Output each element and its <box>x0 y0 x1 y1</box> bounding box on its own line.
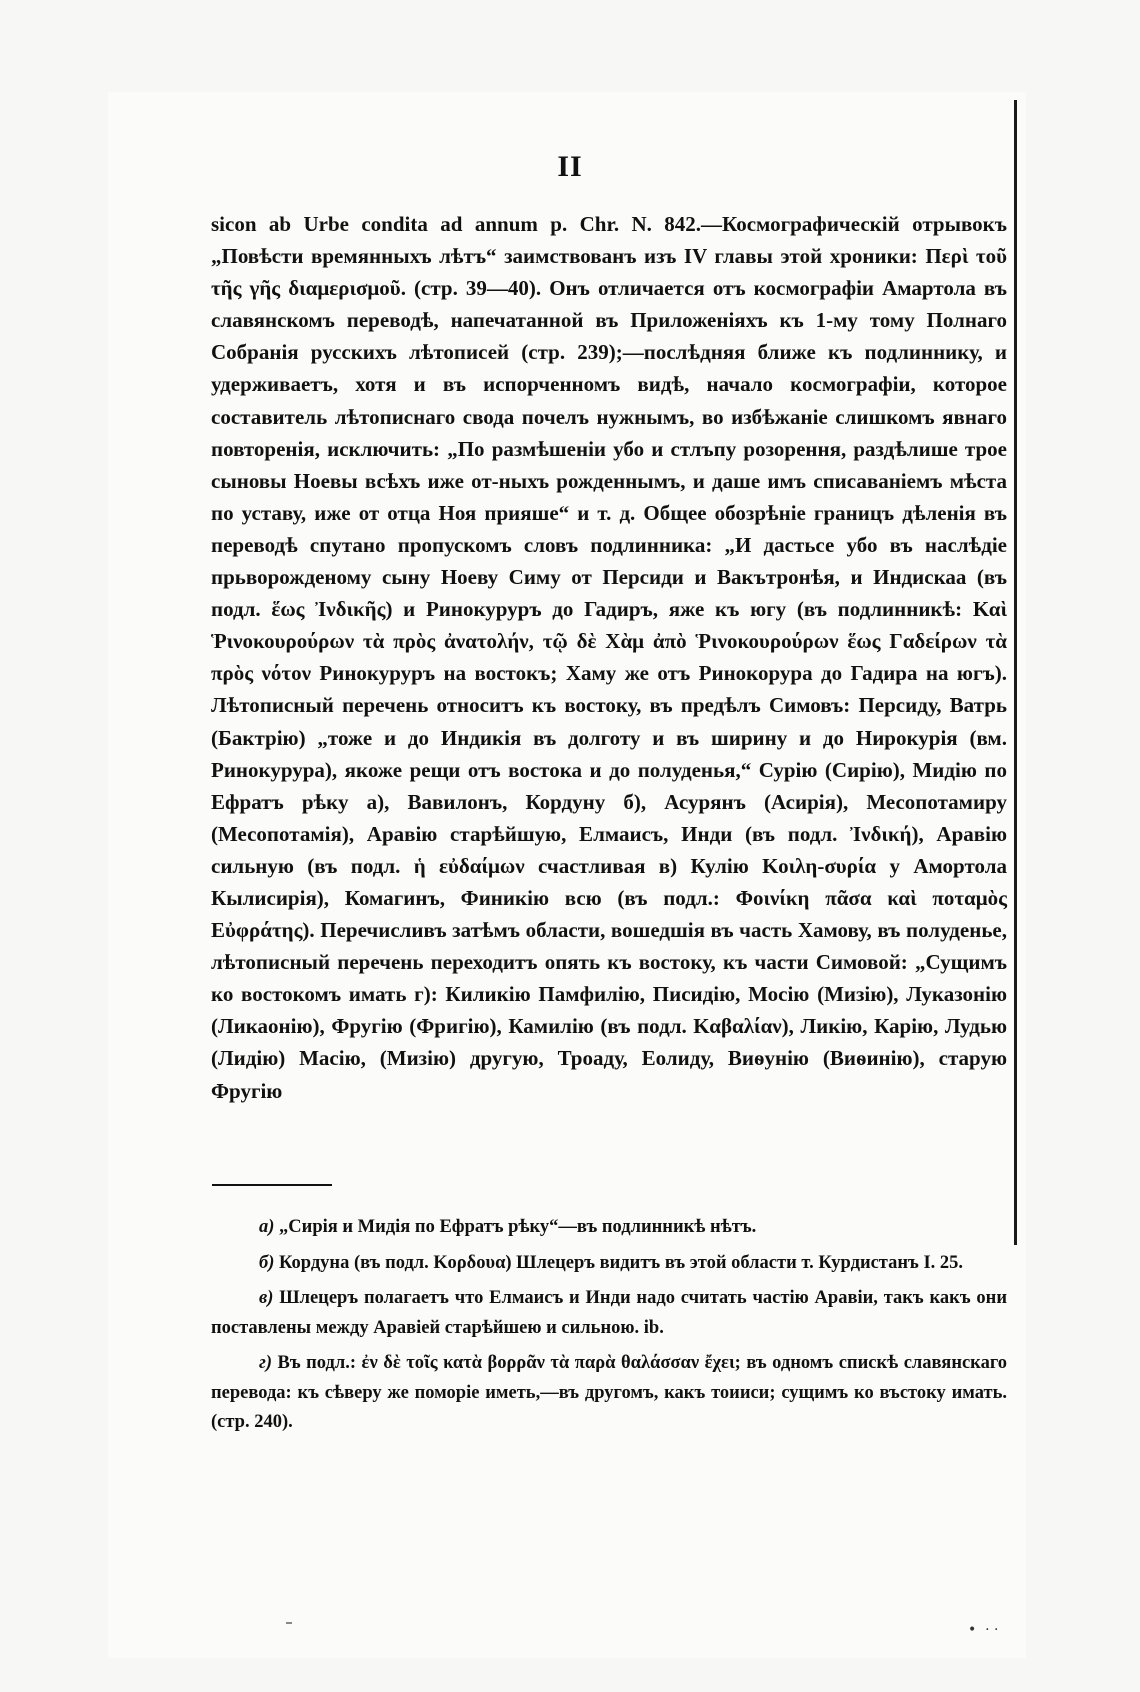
footnotes <box>211 1213 1007 1444</box>
footnote-a <box>211 1213 1007 1243</box>
footnote-text: Шлецеръ полагаетъ что Елмаисъ и Инди надо считать частію Аравіи, такъ какъ они поставлены между Аравіей старѣйшею и сильною. ib. <box>211 1288 1007 1338</box>
footnote-v <box>211 1284 1007 1343</box>
footnote-text: „Сирія и Мидія по Ефратъ рѣку“—въ подлинникѣ нѣтъ. <box>279 1217 757 1237</box>
body-paragraph: sicon ab Urbe condita ad annum p. Chr. N. 842.—Космографическій отрывокъ „Повѣсти времянныхъ лѣтъ“ заимствованъ изъ IV главы этой хроники: Περὶ τοῦ τῆς γῆς διαμερισμοῦ. (стр. 39—40). Онъ отличается отъ космографіи Амартола въ славянскомъ переводѣ, напечатанной въ Приложеніяхъ къ 1-му тому Полнаго Собранія русскихъ лѣтописей (стр. 239);—послѣдняя ближе къ подлиннику, и удерживаетъ, хотя и въ испорченномъ видѣ, начало космографіи, которое составитель лѣтописнаго свода почелъ нужнымъ, во избѣжаніе слишкомъ явнаго повторенія, исключить: „По размѣшеніи убо и стлъпу розорення, раздѣлише трое сыновы Ноевы всѣхъ иже от-ныхъ рожденнымъ, и даше имъ списаваніемъ мѣста по уставу, иже от отца Ноя прияше“ и т. д. Общее обозрѣніе границъ дѣленія въ переводѣ спутано пропускомъ словъ подлинника: „И дастьсе убо въ наслѣдіе прьворожденому сыну Ноеву Симу от Персиди и Вакътронѣя, и Индискаа (въ подл. ἕως Ἰνδικῆς) и Ринокуруръ до Гадиръ, яже къ югу (въ подлинникѣ: Καὶ Ῥινοκουρούρων τὰ πρὸς ἀνατολήν, τῷ δὲ Χὰμ ἀπὸ Ῥινοκουρούρων ἕως Γαδείρων τὰ πρὸς νότον Ринокуруръ на востокъ; Хаму же отъ Ринокорура до Гадира на югъ). Лѣтописный перечень относитъ къ востоку, въ предѣлъ Симовъ: Персиду, Ватрь (Бактрію) „тоже и до Индикія въ долготу и въ ширину и до Нирокурія (вм. Ринокурура), якоже рещи отъ востока и до полуденья,“ Сурію (Сирію), Мидію по Ефратъ рѣку а), Вавилонъ, Кордуну б), Асурянъ (Асирія), Месопотамиру (Месопотамія), Аравію старѣйшую, Елмаисъ, Инди (въ подл. Ἰνδική), Аравію сильную (въ подл. ἡ εὐδαίμων счастливая в) Кулію Κοιλη-συρία у Амортола Кылисирія), Комагинъ, Финикію всю (въ подл.: Φοινίκη πᾶσα καὶ ποταμὸς Εὐφράτης). Перечисливъ затѣмъ области, вошедшія въ часть Хамову, въ полуденье, лѣтописный перечень переходитъ опять къ востоку, къ части Симовой: „Сущимъ ко востокомъ имать г): Киликію Памфилію, Писидію, Мосію (Мизію), Луказонію (Ликаонію), Фругію (Фригію), Камилію (въ подл. Καβαλίαν), Ликію, Карію, Лудью (Лидію) Масію, (Мизію) другую, Троаду, Еолиду, Виѳунію (Виѳинію), старую Фругію <box>211 212 1007 1103</box>
footnote-g <box>211 1349 1007 1438</box>
footnote-text: Въ подл.: ἐν δὲ τοῖς κατὰ βορρᾶν τὰ παρὰ θαλάσσαν ἔχει; въ одномъ спискѣ славянскаго перевода: къ сѣверу же поморіе иметь,—въ другомъ, какъ тоииси; сущимъ ко въстоку имать. (стр. 240). <box>211 1353 1008 1432</box>
footnote-mark: а) <box>259 1217 275 1237</box>
scan-specks: • · · <box>968 1622 999 1638</box>
footnote-mark: в) <box>259 1288 274 1308</box>
footnote-mark: б) <box>259 1252 275 1273</box>
scan-speck <box>286 1622 292 1624</box>
page-number: II <box>557 150 583 183</box>
footnote-text: Кордуна (въ подл. Κορδουα) Шлецеръ видитъ въ этой области т. Курдистанъ I. 25. <box>279 1252 964 1273</box>
footnote-divider <box>212 1184 332 1186</box>
footnote-b <box>211 1249 1007 1279</box>
footnote-mark: г) <box>259 1353 272 1373</box>
binding-edge-line <box>1014 100 1017 1245</box>
